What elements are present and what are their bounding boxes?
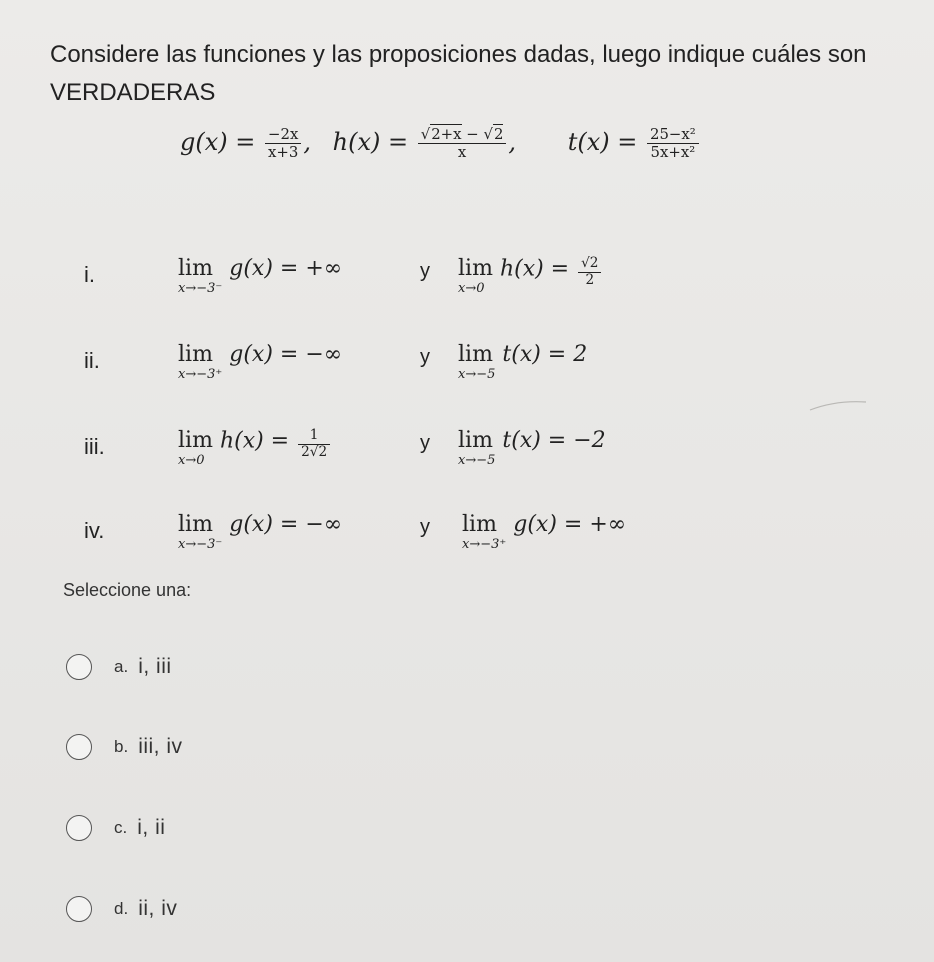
proposition-ii [84, 342, 844, 392]
lim-subscript: x→−5 [458, 367, 496, 382]
option-text: iii, iv [138, 735, 183, 758]
limit-right [458, 428, 606, 468]
limit-expression [220, 428, 332, 460]
answer-option-b[interactable] [66, 732, 183, 762]
lim-subscript: x→−3⁺ [462, 537, 507, 552]
radio-button[interactable] [66, 734, 92, 760]
proposition-label: i. [84, 262, 95, 287]
limit-expression [500, 256, 604, 288]
lim-operator [178, 512, 222, 552]
option-text: ii, iv [138, 897, 178, 920]
limit-expression: g(x) = −∞ [229, 512, 343, 537]
limit-fraction-denominator: 2√2 [301, 443, 328, 460]
answer-option-d[interactable] [66, 894, 177, 924]
function-h-fraction [418, 126, 507, 161]
lim-operator [178, 256, 222, 296]
option-letter: c. [114, 818, 128, 837]
connector-y: y [420, 260, 430, 282]
limit-left [178, 256, 342, 296]
radio-button[interactable] [66, 815, 92, 841]
radio-button[interactable] [66, 896, 92, 922]
limit-expression: g(x) = +∞ [229, 256, 343, 281]
function-h-radicand-2: 2 [493, 125, 504, 143]
answer-option-c[interactable] [66, 813, 165, 843]
lim-subscript: x→0 [178, 453, 205, 468]
lim-operator [458, 256, 493, 296]
lim-subscript: x→−3⁻ [178, 281, 223, 296]
answer-option-a[interactable] [66, 652, 172, 682]
proposition-i [84, 256, 844, 306]
proposition-iv [84, 512, 844, 562]
function-t-fraction [647, 126, 699, 161]
minus-sqrt-symbol: − √ [466, 125, 493, 143]
lim-subscript: x→−3⁻ [178, 537, 223, 552]
proposition-label: ii. [84, 348, 100, 373]
lim-word: lim [458, 256, 493, 281]
sqrt-symbol: √ [420, 125, 431, 143]
lim-operator [178, 428, 213, 468]
connector-y: y [420, 516, 430, 538]
limit-left [178, 342, 342, 382]
function-h-radicand: 2+x [431, 125, 462, 143]
proposition-iii [84, 428, 844, 478]
function-h-lhs: h(x) = [332, 128, 409, 157]
limit-expression: g(x) = +∞ [513, 512, 627, 537]
option-letter: b. [114, 737, 129, 756]
limit-fraction-numerator: 1 [298, 428, 330, 445]
question-title: Considere las funciones y las proposiciones dadas, luego indique cuáles son VERDADERAS [50, 41, 867, 106]
lim-subscript: x→0 [458, 281, 485, 296]
lim-word: lim [458, 428, 493, 453]
lim-subscript: x→−3⁺ [178, 367, 223, 382]
lim-operator [462, 512, 506, 552]
lim-operator [458, 342, 495, 382]
limit-fraction [298, 428, 330, 460]
limit-left [178, 512, 342, 552]
limit-expression-pre: h(x) = [219, 428, 290, 454]
function-g-lhs: g(x) = [180, 128, 256, 157]
function-h-denominator: x [457, 143, 467, 162]
lim-word: lim [462, 512, 497, 537]
lim-operator [458, 428, 495, 468]
limit-right [458, 256, 603, 296]
limit-right [462, 512, 626, 552]
limit-expression: t(x) = 2 [502, 342, 588, 367]
option-text: i, ii [137, 816, 166, 839]
function-t-lhs: t(x) = [567, 128, 638, 157]
lim-word: lim [178, 428, 213, 453]
limit-expression: t(x) = −2 [502, 428, 606, 453]
lim-word: lim [178, 342, 213, 367]
radio-button[interactable] [66, 654, 92, 680]
function-h-separator: , [508, 128, 517, 157]
limit-expression: g(x) = −∞ [229, 342, 343, 367]
lim-word: lim [178, 512, 213, 537]
pencil-mark [808, 398, 868, 412]
function-t-denominator: 5x+x² [650, 143, 696, 162]
function-t [568, 126, 701, 161]
limit-left [178, 428, 332, 468]
function-h [333, 126, 516, 161]
proposition-label: iii. [84, 434, 105, 459]
option-letter: d. [114, 899, 129, 918]
function-g-denominator: x+3 [268, 143, 299, 162]
function-definitions [180, 126, 715, 161]
limit-fraction-numerator: √2 [578, 256, 601, 273]
proposition-label: iv. [84, 518, 105, 543]
lim-word: lim [178, 256, 213, 281]
option-text: i, iii [138, 655, 172, 678]
connector-y: y [420, 432, 430, 454]
limit-expression-pre: h(x) = [499, 256, 570, 282]
lim-operator [178, 342, 222, 382]
limit-fraction [578, 256, 601, 288]
connector-y: y [420, 346, 430, 368]
select-one-label: Seleccione una: [63, 580, 192, 600]
function-g-numerator: −2x [265, 126, 301, 144]
function-t-numerator: 25−x² [647, 126, 699, 144]
limit-fraction-denominator: 2 [585, 271, 595, 288]
lim-word: lim [458, 342, 493, 367]
lim-subscript: x→−5 [458, 453, 496, 468]
limit-right [458, 342, 587, 382]
function-h-numerator [418, 126, 507, 144]
function-g-fraction [265, 126, 301, 161]
option-letter: a. [114, 657, 129, 676]
function-g-separator: , [303, 128, 311, 157]
function-g [180, 126, 311, 161]
